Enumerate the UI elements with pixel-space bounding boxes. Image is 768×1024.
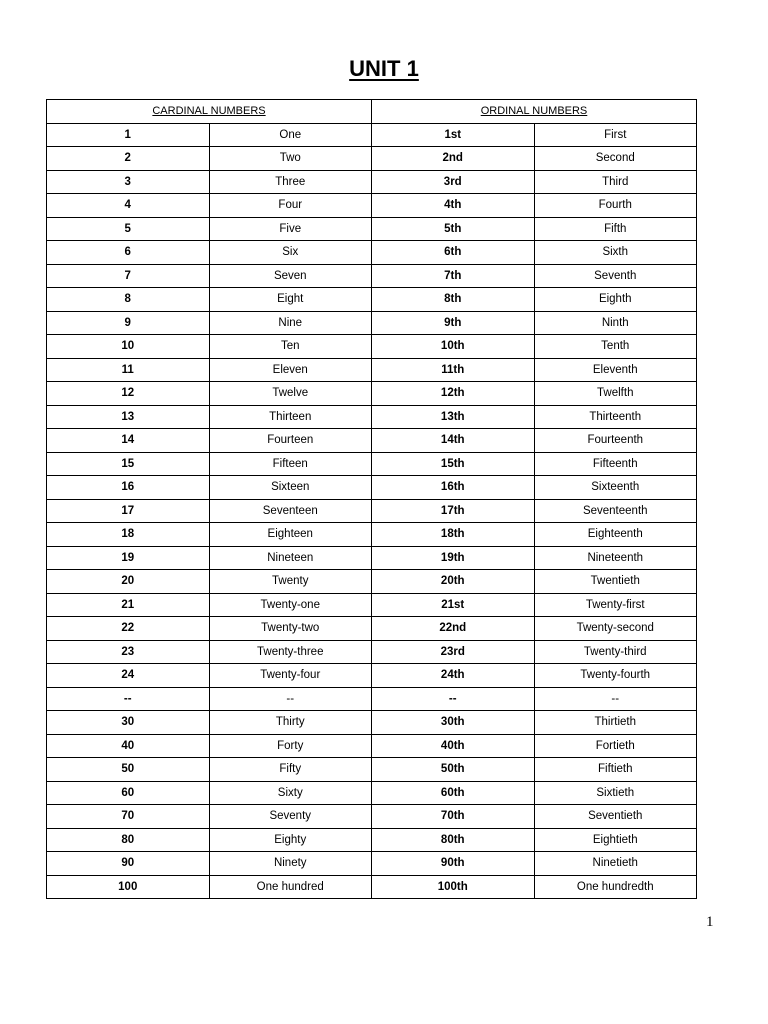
- cardinal-word-cell: Nine: [209, 311, 372, 335]
- ordinal-word-cell: Sixtieth: [534, 781, 697, 805]
- page-title-text: UNIT 1: [349, 56, 419, 81]
- table-body: [47, 123, 697, 899]
- cardinal-digit-cell: 12: [47, 382, 210, 406]
- ordinal-word-cell: Seventeenth: [534, 499, 697, 523]
- table-row: [47, 593, 697, 617]
- ordinal-word-cell: Sixteenth: [534, 476, 697, 500]
- ordinal-word-cell: First: [534, 123, 697, 147]
- ordinal-word-cell: Nineteenth: [534, 546, 697, 570]
- table-row: [47, 758, 697, 782]
- page-number: 1: [706, 914, 714, 930]
- cardinal-word-cell: Eighty: [209, 828, 372, 852]
- ordinal-digit-cell: 9th: [372, 311, 535, 335]
- ordinal-word-cell: Second: [534, 147, 697, 171]
- table-row: [47, 570, 697, 594]
- table-row: [47, 875, 697, 899]
- table-row: [47, 429, 697, 453]
- table-row: [47, 217, 697, 241]
- ordinal-digit-cell: 4th: [372, 194, 535, 218]
- table-row: [47, 335, 697, 359]
- table-row: [47, 546, 697, 570]
- cardinal-digit-cell: 18: [47, 523, 210, 547]
- table-row: [47, 781, 697, 805]
- table-row: [47, 617, 697, 641]
- cardinal-word-cell: Ten: [209, 335, 372, 359]
- cardinal-word-cell: Seven: [209, 264, 372, 288]
- ordinal-word-cell: Fourteenth: [534, 429, 697, 453]
- cardinal-word-cell: Eighteen: [209, 523, 372, 547]
- ordinal-word-cell: Fifth: [534, 217, 697, 241]
- cardinal-word-cell: Fifteen: [209, 452, 372, 476]
- cardinal-word-cell: One: [209, 123, 372, 147]
- table-row: [47, 523, 697, 547]
- ordinal-word-cell: Eighteenth: [534, 523, 697, 547]
- cardinal-word-cell: Twelve: [209, 382, 372, 406]
- ordinal-word-cell: Seventieth: [534, 805, 697, 829]
- ordinal-word-cell: Thirtieth: [534, 711, 697, 735]
- table-row: [47, 170, 697, 194]
- ordinal-digit-cell: 60th: [372, 781, 535, 805]
- cardinal-digit-cell: 20: [47, 570, 210, 594]
- ordinal-word-cell: Seventh: [534, 264, 697, 288]
- ordinal-word-cell: Tenth: [534, 335, 697, 359]
- ordinal-digit-cell: 70th: [372, 805, 535, 829]
- ordinal-digit-cell: 90th: [372, 852, 535, 876]
- ordinal-word-cell: Eightieth: [534, 828, 697, 852]
- table-row: [47, 358, 697, 382]
- cardinal-word-cell: Thirteen: [209, 405, 372, 429]
- cardinal-word-cell: Twenty: [209, 570, 372, 594]
- ordinal-digit-cell: 6th: [372, 241, 535, 265]
- ordinal-word-cell: Twenty-second: [534, 617, 697, 641]
- cardinal-digit-cell: 1: [47, 123, 210, 147]
- ordinal-word-cell: Twenty-fourth: [534, 664, 697, 688]
- cardinal-word-cell: Two: [209, 147, 372, 171]
- table-row: [47, 264, 697, 288]
- cardinal-word-cell: Six: [209, 241, 372, 265]
- ordinal-digit-cell: 24th: [372, 664, 535, 688]
- ordinal-digit-cell: 5th: [372, 217, 535, 241]
- cardinal-digit-cell: 17: [47, 499, 210, 523]
- ordinal-word-cell: Fifteenth: [534, 452, 697, 476]
- table-row: [47, 852, 697, 876]
- ordinal-digit-cell: 15th: [372, 452, 535, 476]
- table-row: [47, 499, 697, 523]
- cardinal-digit-cell: 6: [47, 241, 210, 265]
- cardinal-word-cell: Fourteen: [209, 429, 372, 453]
- cardinal-digit-cell: 23: [47, 640, 210, 664]
- ordinal-digit-cell: 22nd: [372, 617, 535, 641]
- ordinal-word-cell: Fiftieth: [534, 758, 697, 782]
- cardinal-digit-cell: 19: [47, 546, 210, 570]
- table-row: [47, 664, 697, 688]
- ordinal-digit-cell: 14th: [372, 429, 535, 453]
- cardinal-digit-cell: 70: [47, 805, 210, 829]
- table-row: [47, 241, 697, 265]
- cardinal-word-cell: Three: [209, 170, 372, 194]
- ordinal-digit-cell: 3rd: [372, 170, 535, 194]
- table-row: [47, 476, 697, 500]
- ordinal-digit-cell: 40th: [372, 734, 535, 758]
- cardinal-digit-cell: 50: [47, 758, 210, 782]
- cardinal-digit-cell: 100: [47, 875, 210, 899]
- cardinal-word-cell: Thirty: [209, 711, 372, 735]
- ordinal-word-cell: Twenty-third: [534, 640, 697, 664]
- cardinal-digit-cell: 90: [47, 852, 210, 876]
- ordinal-word-cell: Twelfth: [534, 382, 697, 406]
- cardinal-word-cell: Seventy: [209, 805, 372, 829]
- ordinal-digit-cell: 19th: [372, 546, 535, 570]
- ordinal-word-cell: One hundredth: [534, 875, 697, 899]
- cardinal-digit-cell: 13: [47, 405, 210, 429]
- cardinal-word-cell: Eleven: [209, 358, 372, 382]
- cardinal-digit-cell: 60: [47, 781, 210, 805]
- ordinal-digit-cell: 80th: [372, 828, 535, 852]
- ordinal-digit-cell: 7th: [372, 264, 535, 288]
- ordinal-digit-cell: 13th: [372, 405, 535, 429]
- cardinal-digit-cell: 8: [47, 288, 210, 312]
- cardinal-word-cell: Four: [209, 194, 372, 218]
- ordinal-header: ORDINAL NUMBERS: [372, 100, 697, 124]
- ordinal-digit-cell: 23rd: [372, 640, 535, 664]
- ordinal-word-cell: Sixth: [534, 241, 697, 265]
- cardinal-digit-cell: 15: [47, 452, 210, 476]
- cardinal-word-cell: Fifty: [209, 758, 372, 782]
- cardinal-digit-cell: 9: [47, 311, 210, 335]
- cardinal-word-cell: Five: [209, 217, 372, 241]
- cardinal-digit-cell: 2: [47, 147, 210, 171]
- table-row: [47, 640, 697, 664]
- cardinal-word-cell: Twenty-three: [209, 640, 372, 664]
- ordinal-word-cell: Twentieth: [534, 570, 697, 594]
- cardinal-word-cell: Nineteen: [209, 546, 372, 570]
- cardinal-word-cell: Twenty-four: [209, 664, 372, 688]
- ordinal-word-cell: Third: [534, 170, 697, 194]
- table-row: [47, 687, 697, 711]
- ordinal-digit-cell: 17th: [372, 499, 535, 523]
- ordinal-digit-cell: 18th: [372, 523, 535, 547]
- page-title: [0, 56, 768, 82]
- ordinal-digit-cell: 10th: [372, 335, 535, 359]
- cardinal-digit-cell: 3: [47, 170, 210, 194]
- ordinal-digit-cell: 1st: [372, 123, 535, 147]
- table-row: [47, 382, 697, 406]
- ordinal-word-cell: Eleventh: [534, 358, 697, 382]
- ordinal-word-cell: --: [534, 687, 697, 711]
- cardinal-word-cell: --: [209, 687, 372, 711]
- cardinal-digit-cell: 24: [47, 664, 210, 688]
- table-row: [47, 405, 697, 429]
- ordinal-digit-cell: 2nd: [372, 147, 535, 171]
- cardinal-digit-cell: 22: [47, 617, 210, 641]
- table-row: [47, 123, 697, 147]
- cardinal-word-cell: One hundred: [209, 875, 372, 899]
- cardinal-word-cell: Eight: [209, 288, 372, 312]
- cardinal-digit-cell: 30: [47, 711, 210, 735]
- ordinal-digit-cell: 21st: [372, 593, 535, 617]
- cardinal-word-cell: Ninety: [209, 852, 372, 876]
- cardinal-word-cell: Seventeen: [209, 499, 372, 523]
- ordinal-digit-cell: 20th: [372, 570, 535, 594]
- ordinal-digit-cell: 16th: [372, 476, 535, 500]
- cardinal-digit-cell: 80: [47, 828, 210, 852]
- table-row: [47, 311, 697, 335]
- ordinal-word-cell: Ninth: [534, 311, 697, 335]
- cardinal-header: CARDINAL NUMBERS: [47, 100, 372, 124]
- ordinal-digit-cell: 8th: [372, 288, 535, 312]
- cardinal-digit-cell: 11: [47, 358, 210, 382]
- ordinal-digit-cell: 30th: [372, 711, 535, 735]
- table-row: [47, 288, 697, 312]
- ordinal-word-cell: Eighth: [534, 288, 697, 312]
- table-row: [47, 828, 697, 852]
- cardinal-word-cell: Sixteen: [209, 476, 372, 500]
- ordinal-digit-cell: 12th: [372, 382, 535, 406]
- cardinal-word-cell: Forty: [209, 734, 372, 758]
- cardinal-digit-cell: 7: [47, 264, 210, 288]
- cardinal-digit-cell: 14: [47, 429, 210, 453]
- ordinal-word-cell: Fourth: [534, 194, 697, 218]
- numbers-table: [46, 99, 697, 899]
- table-row: [47, 711, 697, 735]
- table-row: [47, 147, 697, 171]
- table-row: [47, 805, 697, 829]
- cardinal-digit-cell: 16: [47, 476, 210, 500]
- table-row: [47, 194, 697, 218]
- cardinal-word-cell: Twenty-two: [209, 617, 372, 641]
- ordinal-word-cell: Thirteenth: [534, 405, 697, 429]
- ordinal-word-cell: Fortieth: [534, 734, 697, 758]
- cardinal-digit-cell: 5: [47, 217, 210, 241]
- cardinal-word-cell: Twenty-one: [209, 593, 372, 617]
- cardinal-digit-cell: 10: [47, 335, 210, 359]
- cardinal-digit-cell: --: [47, 687, 210, 711]
- table-row: [47, 734, 697, 758]
- ordinal-word-cell: Ninetieth: [534, 852, 697, 876]
- cardinal-word-cell: Sixty: [209, 781, 372, 805]
- ordinal-digit-cell: --: [372, 687, 535, 711]
- ordinal-digit-cell: 50th: [372, 758, 535, 782]
- cardinal-digit-cell: 21: [47, 593, 210, 617]
- table-header-row: [47, 100, 697, 124]
- ordinal-word-cell: Twenty-first: [534, 593, 697, 617]
- cardinal-digit-cell: 4: [47, 194, 210, 218]
- cardinal-digit-cell: 40: [47, 734, 210, 758]
- table-row: [47, 452, 697, 476]
- ordinal-digit-cell: 100th: [372, 875, 535, 899]
- ordinal-digit-cell: 11th: [372, 358, 535, 382]
